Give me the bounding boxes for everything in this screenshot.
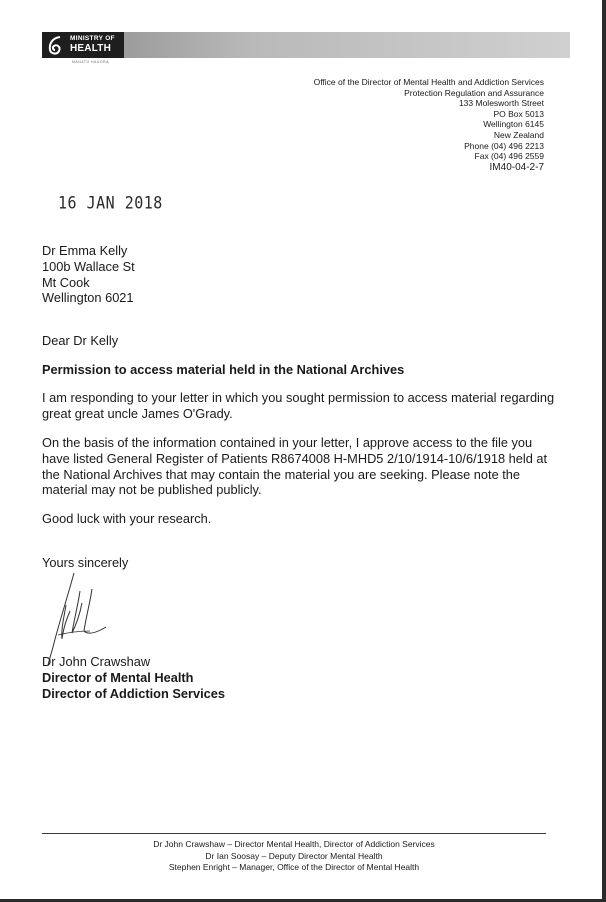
footer-line: Dr John Crawshaw – Director Mental Health, Director of Addiction Services xyxy=(153,839,435,849)
reference-number: IM40-04-2-7 xyxy=(489,161,544,173)
sender-office: Office of the Director of Mental Health and Addiction Services xyxy=(313,77,544,87)
recipient-name: Dr Emma Kelly xyxy=(42,243,128,258)
signatory-block xyxy=(42,654,225,701)
signatory-title: Director of Mental Health xyxy=(42,669,194,685)
logo-text-ministry-of: MINISTRY OF xyxy=(70,35,115,42)
signatory-title: Director of Addiction Services xyxy=(42,685,225,701)
footer-line: Dr Ian Soosay – Deputy Director Mental Health xyxy=(205,850,383,861)
ministry-logo xyxy=(42,32,124,58)
sender-country: New Zealand xyxy=(493,129,544,140)
sender-fax: Fax (04) 496 2559 xyxy=(474,151,544,162)
date-stamp: 16 JAN 2018 xyxy=(58,193,163,214)
recipient-street: 100b Wallace St xyxy=(42,258,135,274)
body-paragraph: Good luck with your research. xyxy=(42,511,212,526)
fern-logo-icon xyxy=(46,34,66,56)
sender-po-box: PO Box 5013 xyxy=(493,108,544,119)
page-edge-right xyxy=(602,0,606,902)
sender-street: 133 Molesworth Street xyxy=(458,98,544,109)
logo-text-health: HEALTH xyxy=(70,43,112,54)
sender-city: Wellington 6145 xyxy=(483,119,544,130)
recipient-address xyxy=(42,243,135,306)
recipient-city: Wellington 6021 xyxy=(42,290,134,306)
sender-address xyxy=(314,77,544,174)
recipient-suburb: Mt Cook xyxy=(42,274,90,290)
logo-subtext: MANATŪ HAUORA xyxy=(72,60,109,64)
sender-unit: Protection Regulation and Assurance xyxy=(404,87,544,98)
footer-divider xyxy=(42,833,546,834)
body-paragraph: I am responding to your letter in which you sought permission to access material regarding great great uncle James O'Grady. xyxy=(42,390,555,421)
salutation: Dear Dr Kelly xyxy=(42,333,119,348)
body-paragraph: On the basis of the information contained in your letter, I approve access to the file you have listed General Register of Patients R8674008 H-MHD5 2/10/1914-10/6/1918 held at the National Archives that may contain the material you are seeking. Please note the material may not be published publicly. xyxy=(42,435,548,498)
footer-line: Stephen Enright – Manager, Office of the Director of Mental Health xyxy=(168,862,420,872)
sender-phone: Phone (04) 496 2213 xyxy=(464,140,544,151)
footer xyxy=(42,839,546,874)
closing: Yours sincerely xyxy=(42,555,129,570)
signatory-name: Dr John Crawshaw xyxy=(42,654,151,669)
letter-subject: Permission to access material held in the National Archives xyxy=(42,362,405,377)
